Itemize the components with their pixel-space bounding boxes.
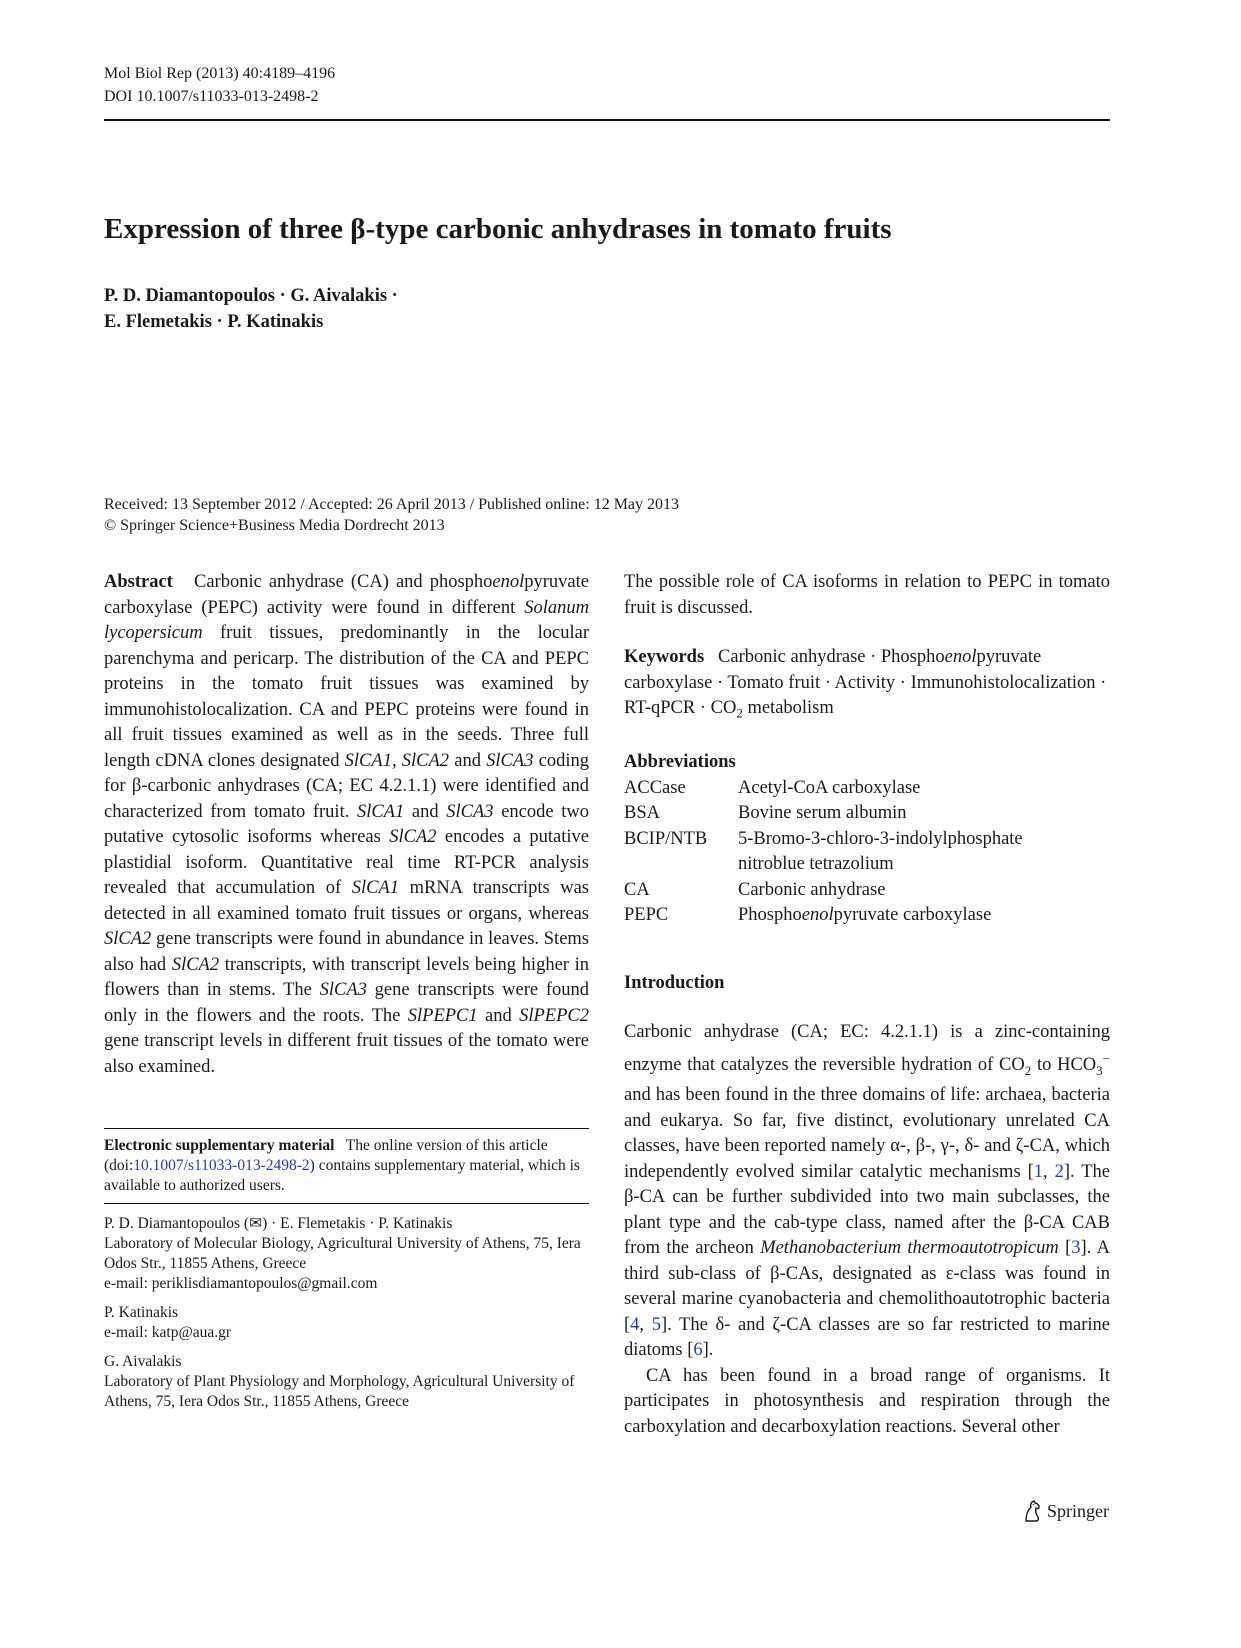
right-column [624, 570, 1110, 1440]
abbreviation-row [624, 903, 1110, 929]
citation-link-2[interactable]: 2 [1054, 1161, 1064, 1182]
author-line-1: P. D. Diamantopoulos · G. Aivalakis · [104, 286, 398, 306]
publisher-logo [1022, 1499, 1109, 1523]
citation-link-4[interactable]: 4 [630, 1314, 640, 1335]
keywords-block: Keywords Carbonic anhydrase · Phosphoenolpyruvate carboxylase · Tomato fruit · Activity · Immunohistolocalization · RT-qPCR · $CO_2$ metabolism [624, 647, 1107, 721]
running-header [104, 62, 335, 108]
abbreviation-row [624, 776, 1110, 802]
abbr-definition: 5-Bromo-3-chloro-3-indolylphosphate nitroblue tetrazolium [738, 828, 1023, 875]
citation-link-5[interactable]: 5 [651, 1314, 661, 1335]
introduction-paragraph-2: CA has been found in a broad range of organisms. It participates in photosynthesis and respiration through the carboxylation and decarboxylation reactions. Several other [624, 1365, 1110, 1437]
abstract-continuation: The possible role of CA isoforms in relation to PEPC in tomato fruit is discussed. [624, 572, 1110, 618]
abbr-term: BCIP/NTB [624, 828, 708, 849]
affiliation-2-author: P. Katinakis [104, 1304, 179, 1321]
affiliation-3-author: G. Aivalakis [104, 1353, 182, 1370]
abbr-term: BSA [624, 803, 660, 824]
affiliations [104, 1214, 589, 1412]
abstract-section [104, 570, 589, 1080]
publication-dates [104, 494, 679, 536]
citation-link-6[interactable]: 6 [693, 1340, 703, 1361]
affiliation-1-authors: P. D. Diamantopoulos (✉) · E. Flemetakis · P. Katinakis [104, 1215, 453, 1232]
citation-link-3[interactable]: 3 [1071, 1238, 1081, 1259]
abbr-definition-pepc: Phosphoenolpyruvate carboxylase [738, 905, 992, 926]
affiliation-1-email[interactable]: e-mail: periklisdiamantopoulos@gmail.com [104, 1275, 378, 1292]
abbr-definition: Acetyl-CoA carboxylase [738, 777, 921, 798]
abbreviations-heading: Abbreviations [624, 752, 736, 773]
footnote-rule-bottom [104, 1203, 589, 1204]
publisher-name: Springer [1047, 1500, 1109, 1521]
abbr-term: PEPC [624, 905, 669, 926]
abbreviations-table [624, 776, 1110, 929]
article-doi: DOI 10.1007/s11033-013-2498-2 [104, 88, 319, 105]
journal-citation: Mol Biol Rep (2013) 40:4189–4196 [104, 65, 336, 82]
abstract-label: Abstract [104, 572, 173, 592]
keywords-label: Keywords [624, 647, 705, 667]
abbreviation-row [624, 827, 1110, 878]
abbr-definition: Carbonic anhydrase [738, 879, 886, 900]
abbr-definition: Bovine serum albumin [738, 803, 907, 824]
introduction-heading: Introduction [624, 972, 725, 993]
springer-horse-icon [1022, 1499, 1042, 1523]
affiliation-2-email[interactable]: e-mail: katp@aua.gr [104, 1324, 232, 1341]
abbr-term: ACCase [624, 777, 686, 798]
supplementary-note: Electronic supplementary material The online version of this article (doi:10.1007/s11033-013-2498-2) contains supplementary material, which is available to authorized users. [104, 1137, 580, 1194]
abstract-paragraph: Abstract Carbonic anhydrase (CA) and phosphoenolpyruvate carboxylase (PEPC) activity were found in different Solanum lycopersicum fruit tissues, predominantly in the locular parenchyma and pericarp. The distribution of the CA and PEPC proteins in the tomato fruit tissues was examined by immunohistolocalization. CA and PEPC proteins were found in all fruit tissues examined as well as in the seeds. Three full length cDNA clones designated SlCA1, SlCA2 and SlCA3 coding for β-carbonic anhydrases (CA; EC 4.2.1.1) were identified and characterized from tomato fruit. SlCA1 and SlCA3 encode two putative cytosolic isoforms whereas SlCA2 encodes a putative plastidial isoform. Quantitative real time RT-PCR analysis revealed that accumulation of SlCA1 mRNA transcripts was detected in all examined tomato fruit tissues or organs, whereas SlCA2 gene transcripts were found in abundance in leaves. Stems also had SlCA2 transcripts, with transcript levels being higher in flowers than in stems. The SlCA3 gene transcripts were found only in the flowers and the roots. The SlPEPC1 and SlPEPC2 gene transcript levels in different fruit tissues of the tomato were also examined. [104, 572, 590, 1077]
supplementary-label: Electronic supplementary material [104, 1137, 335, 1154]
author-list [104, 283, 398, 335]
header-rule [104, 119, 1110, 121]
footnote-rule-top [104, 1128, 589, 1129]
copyright-line: © Springer Science+Business Media Dordrecht 2013 [104, 517, 445, 534]
citation-link-1[interactable]: 1 [1033, 1161, 1044, 1182]
supplementary-doi-link[interactable]: 10.1007/s11033-013-2498-2 [133, 1157, 310, 1174]
abbreviation-row [624, 878, 1110, 904]
abbreviation-row [624, 801, 1110, 827]
affiliation-1-lab: Laboratory of Molecular Biology, Agricultural University of Athens, 75, Iera Odos Str., 11855 Athens, Greece [104, 1235, 581, 1272]
abbr-term: CA [624, 879, 650, 900]
affiliation-3-lab: Laboratory of Plant Physiology and Morphology, Agricultural University of Athens, 75, Iera Odos Str., 11855 Athens, Greece [104, 1373, 575, 1410]
author-line-2: E. Flemetakis · P. Katinakis [104, 312, 324, 332]
article-history: Received: 13 September 2012 / Accepted: 26 April 2013 / Published online: 12 May 2013 [104, 496, 680, 513]
article-title: Expression of three β-type carbonic anhydrases in tomato fruits [104, 213, 892, 245]
introduction-paragraph-1: Carbonic anhydrase (CA; EC: 4.2.1.1) is a zinc-containing enzyme that catalyzes the reversible hydration of $CO_2$ to $HCO_3^-$ and has been found in the three domains of life: archaea, bacteria and eukarya. So far, five distinct, evolutionary unrelated CA classes, have been reported namely α-, β-, γ-, δ- and ζ-CA, which independently evolved similar catalytic mechanisms [1, 2]. The β-CA can be further subdivided into two main subclasses, the plant type and the cab-type class, named after the β-CA CAB from the archeon Methanobacterium thermoautotropicum [3]. A third sub-class of β-CAs, designated as ε-class was found in several marine cyanobacteria and chemolithoautotrophic bacteria [4, 5]. The δ- and ζ-CA classes are so far restricted to marine diatoms [6]. [624, 1022, 1111, 1361]
